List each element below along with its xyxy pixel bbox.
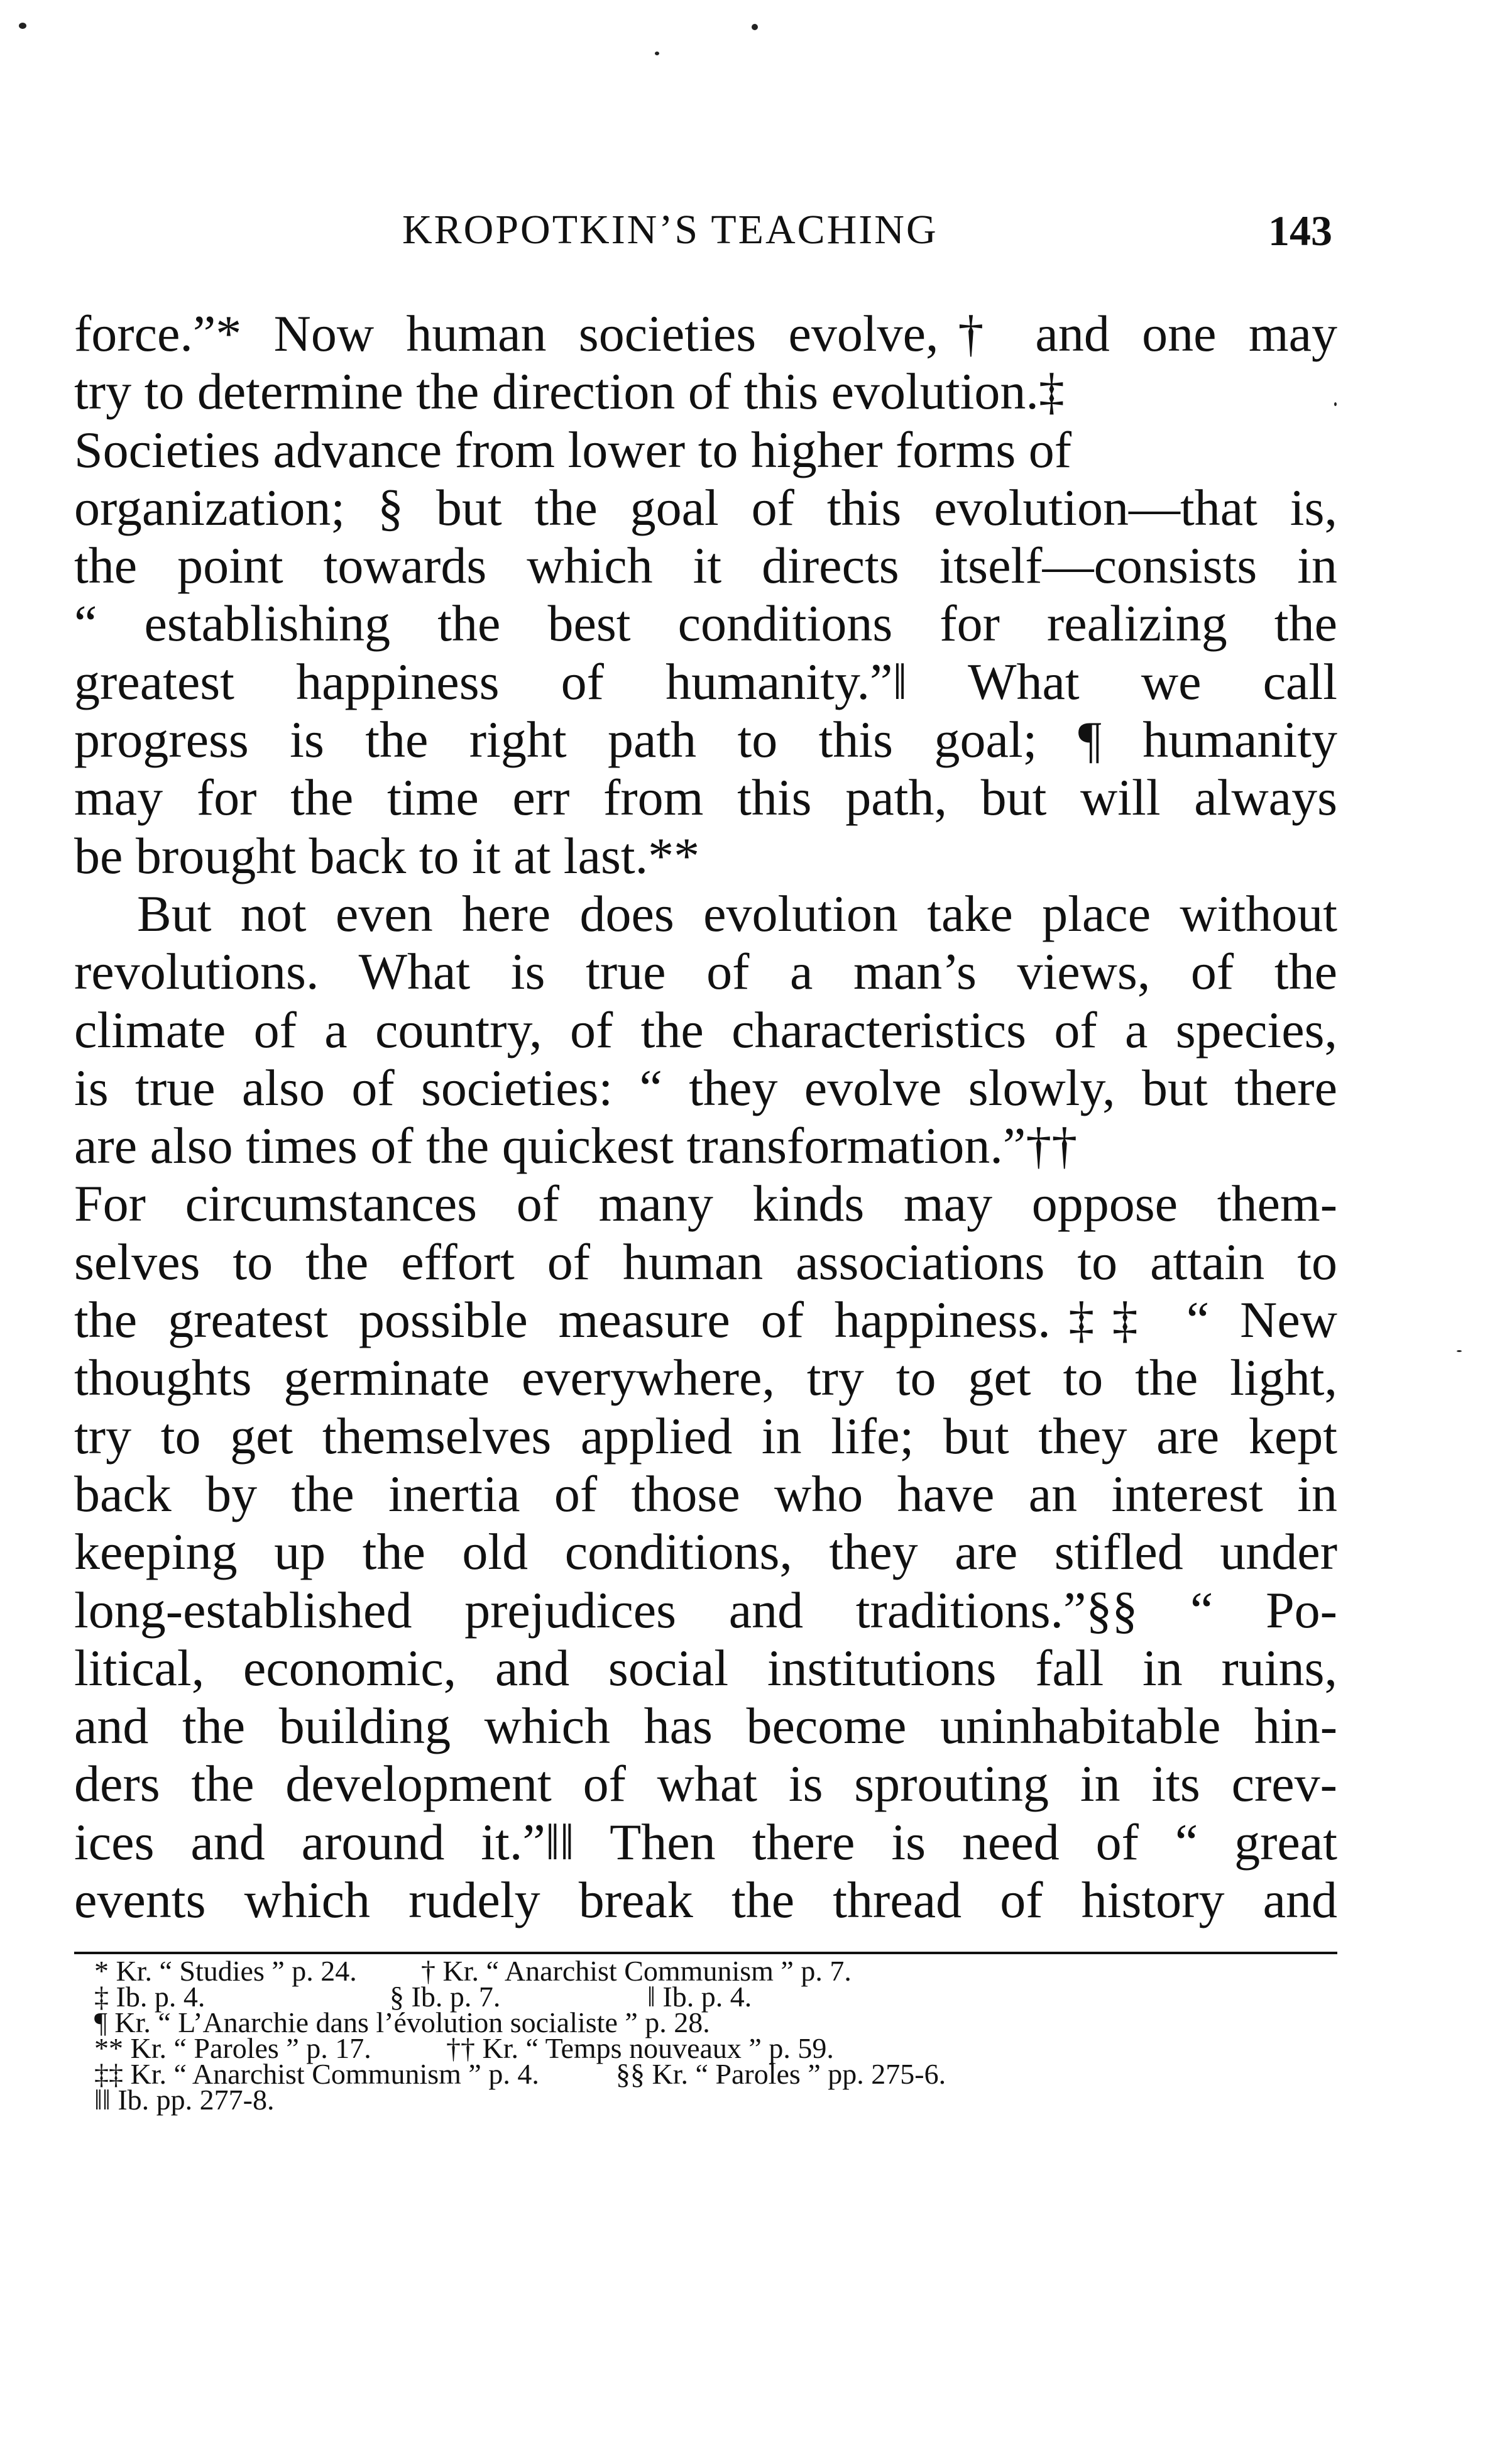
text-line: may for the time err from this path, but will always [74, 769, 1337, 827]
footnote-line [94, 2032, 1288, 2064]
footnote: ‡ Ib. p. 4. [94, 1981, 205, 2013]
footnote-line [94, 2006, 1288, 2038]
text-line: ders the development of what is sprouting in its crev- [74, 1755, 1337, 1813]
text-line: keeping up the old conditions, they are stifled under [74, 1523, 1337, 1581]
text-line: thoughts germinate everywhere, try to get to the light, [74, 1349, 1337, 1407]
footnote-line [94, 1981, 1288, 2013]
footnote: ** Kr. “ Paroles ” p. 17. [94, 2032, 371, 2064]
text-line: try to get themselves applied in life; but they are kept [74, 1407, 1337, 1465]
footnote: ‖ Ib. p. 4. [647, 1981, 752, 2013]
text-line: try to determine the direction of this evolution.‡ [74, 363, 1065, 421]
page-header [75, 206, 1332, 256]
text-line: progress is the right path to this goal; ¶ humanity [74, 711, 1337, 769]
text-line: back by the inertia of those who have an interest in [74, 1465, 1337, 1522]
footnote: § Ib. p. 7. [390, 1981, 501, 2013]
text-line: greatest happiness of humanity.”‖ What we call [74, 652, 1337, 710]
scan-speck [752, 24, 758, 30]
page-number: 143 [1268, 207, 1332, 255]
footnote: * Kr. “ Studies ” p. 24. [94, 1955, 357, 1987]
scan-speck [1457, 1350, 1462, 1352]
text-line: ices and around it.”‖‖ Then there is need of “ great [74, 1813, 1337, 1871]
text-line: force.”* Now human societies evolve,† and one may [74, 305, 1337, 362]
text-line: the point towards which it directs itself—consists in [74, 537, 1337, 595]
text-line: climate of a country, of the characteristics of a species, [74, 1001, 1337, 1059]
footnote: ‡‡ Kr. “ Anarchist Communism ” p. 4. [94, 2058, 539, 2090]
text-line: events which rudely break the thread of history and [74, 1871, 1337, 1929]
text-line: and the building which has become uninhabitable hin- [74, 1697, 1337, 1755]
footnote-line [94, 2058, 1288, 2090]
text-line: are also times of the quickest transformation.”†† [74, 1117, 1078, 1175]
running-title: KROPOTKIN’S TEACHING [402, 207, 938, 253]
text-line: selves to the effort of human associations to attain to [74, 1233, 1337, 1290]
scan-speck [19, 23, 26, 29]
footnotes [94, 1955, 1288, 2116]
text-line: But not even here does evolution take place without [137, 884, 1337, 942]
text-line: “ establishing the best conditions for realizing the [74, 595, 1337, 652]
text-line: litical, economic, and social institutions fall in ruins, [74, 1639, 1337, 1696]
text-line: organization; § but the goal of this evolution—that is, [74, 478, 1337, 536]
text-line: revolutions. What is true of a man’s views, of the [74, 943, 1337, 1001]
footnote-line [94, 2084, 1288, 2116]
text-line: Societies advance from lower to higher forms of [74, 421, 1072, 478]
footnote: §§ Kr. “ Paroles ” pp. 275-6. [616, 2058, 946, 2090]
footnote-rule [74, 1952, 1337, 1954]
footnote: ‖‖ Ib. pp. 277-8. [94, 2084, 275, 2116]
footnote: † Kr. “ Anarchist Communism ” p. 7. [421, 1955, 852, 1987]
scan-speck [655, 52, 659, 55]
footnote-line [94, 1955, 1288, 1987]
text-line: be brought back to it at last.** [74, 827, 700, 884]
text-line: the greatest possible measure of happiness.‡‡ “ New [74, 1291, 1337, 1349]
text-line: long-established prejudices and traditions.”§§ “ Po- [74, 1581, 1337, 1639]
footnote: ¶ Kr. “ L’Anarchie dans l’évolution socialiste ” p. 28. [94, 2006, 710, 2038]
footnote: †† Kr. “ Temps nouveaux ” p. 59. [446, 2032, 834, 2064]
text-line: is true also of societies: “ they evolve slowly, but there [74, 1059, 1337, 1116]
body-text [74, 305, 1337, 1929]
text-line: For circumstances of many kinds may oppose them- [74, 1175, 1337, 1233]
